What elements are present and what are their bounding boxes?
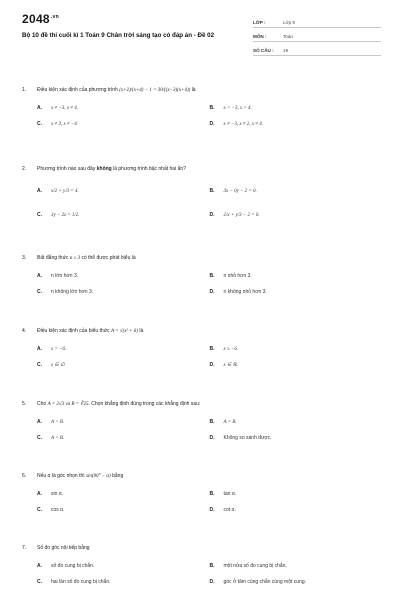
stem-text: Điều kiện xác định của biểu thức [37, 328, 110, 334]
option-letter: A. [37, 273, 42, 279]
question-number: 2. [22, 166, 27, 172]
option-text: 2/x + y/3 − 2 = 0. [223, 212, 260, 218]
option-d[interactable] [210, 289, 383, 295]
meta-table [253, 14, 381, 56]
question-number: 6. [22, 473, 27, 479]
option-text: Không so sánh được. [223, 435, 272, 441]
option-text: n nhỏ hơn 3. [223, 273, 252, 279]
option-letter: C. [37, 212, 42, 218]
option-text: góc ở tâm cùng chắn cùng một cung. [223, 579, 306, 585]
option-letter: D. [209, 121, 215, 127]
stem-text: Cho [37, 401, 47, 407]
option-d[interactable] [210, 212, 383, 218]
option-letter: C. [37, 435, 42, 441]
stem-text-end: là [191, 87, 196, 93]
option-c[interactable] [37, 435, 210, 441]
meta-key: SỐ CÂU : [253, 48, 274, 53]
meta-key: MÔN : [253, 34, 267, 39]
option-text: 3y − 2z = 1/2. [51, 212, 80, 218]
option-text: cos α. [51, 507, 65, 513]
stem-text: Bất đẳng thức [37, 255, 69, 261]
stem-text-end: là [139, 328, 144, 334]
options [37, 100, 382, 132]
option-letter: A. [37, 105, 42, 111]
option-letter: A. [37, 563, 42, 569]
option-c[interactable] [37, 579, 210, 585]
stem-formula: A = √(x² + 6) [110, 328, 138, 334]
option-letter: B. [209, 491, 215, 497]
stem-text-end: có thể được phát biểu là [81, 255, 136, 261]
option-letter: A. [37, 491, 42, 497]
option-text: x ∈ ℝ. [223, 363, 238, 368]
option-c[interactable] [37, 362, 210, 368]
stem-keyword: không [96, 166, 112, 172]
option-b[interactable] [210, 563, 383, 569]
option-b[interactable] [210, 419, 383, 425]
logo-text: 2048 [22, 12, 50, 26]
option-text: A > B. [51, 419, 65, 425]
option-a[interactable] [37, 188, 210, 194]
stem-text: Nếu α là góc nhọn thì [37, 473, 85, 479]
question-number: 3. [22, 255, 27, 261]
option-letter: C. [37, 507, 42, 513]
meta-key: LỚP : [253, 20, 266, 25]
stem-text-end: là phương trình bậc nhất hai ẩn? [113, 166, 186, 172]
option-text: A < B. [51, 435, 65, 441]
option-text: một nửa số đo cung bị chắn. [223, 563, 287, 569]
option-c[interactable] [37, 121, 210, 127]
option-text: n không lớn hơn 3. [51, 289, 94, 295]
option-a[interactable] [37, 273, 210, 279]
option-d[interactable] [210, 435, 383, 441]
options [37, 558, 382, 590]
option-text: hai lần số đo cung bị chắn. [51, 579, 111, 585]
option-text: n không nhỏ hơn 3. [223, 289, 267, 295]
option-letter: A. [37, 188, 42, 194]
options [37, 341, 382, 373]
question-number: 1. [22, 87, 27, 93]
option-a[interactable] [37, 491, 210, 497]
question-6 [22, 470, 382, 518]
option-d[interactable] [210, 579, 383, 585]
option-text: x/2 + y/3 = 4. [51, 188, 79, 194]
option-letter: B. [209, 419, 215, 425]
option-text: x ≠ 3, x ≠ −4. [51, 121, 79, 127]
option-b[interactable] [210, 105, 383, 111]
option-letter: A. [37, 419, 42, 425]
option-text: sin α. [51, 491, 64, 497]
question-2 [22, 163, 382, 227]
meta-value: 19 [283, 48, 289, 53]
logo-suffix: .vn [50, 14, 60, 20]
option-letter: C. [37, 362, 42, 368]
option-letter: C. [37, 579, 42, 585]
stem-text-end: bằng [112, 473, 124, 479]
meta-value: Toán [283, 34, 293, 39]
question-stem [22, 542, 382, 554]
option-text: x ≠ −3, x ≠ 2, x ≠ 4. [223, 121, 264, 127]
option-text: cot α. [223, 507, 236, 513]
question-number: 5. [22, 401, 27, 407]
option-letter: A. [37, 346, 42, 352]
option-a[interactable] [37, 346, 210, 352]
option-letter: D. [209, 362, 215, 368]
option-text: A = B. [223, 419, 237, 425]
question-stem [22, 398, 382, 410]
options [37, 179, 382, 227]
question-number: 7. [22, 545, 27, 551]
option-letter: B. [209, 273, 215, 279]
option-text: tan α. [223, 491, 237, 497]
option-c[interactable] [37, 289, 210, 295]
option-letter: B. [209, 105, 215, 111]
option-text: 3x − 0y − 2 = 0. [223, 188, 257, 194]
option-b[interactable] [210, 491, 383, 497]
option-letter: C. [37, 121, 42, 127]
option-d[interactable] [210, 507, 383, 513]
option-a[interactable] [37, 105, 210, 111]
question-5 [22, 398, 382, 446]
option-c[interactable] [37, 507, 210, 513]
stem-formula: A = 2√3 và B = ∛25 [47, 402, 89, 407]
option-letter: C. [37, 289, 42, 295]
meta-row-subject [253, 28, 381, 42]
stem-text: Phương trình nào sau đây [37, 166, 96, 172]
stem-text: Điều kiện xác định của phương trình [37, 87, 118, 93]
option-letter: D. [209, 579, 215, 585]
option-text: số đo cung bị chắn. [51, 563, 95, 569]
option-letter: B. [209, 563, 215, 569]
meta-value: Lớp 9 [283, 20, 295, 25]
stem-text-end: . Chọn khẳng định đúng trong các khẳng định sau: [88, 401, 201, 407]
option-text: x ≥ −6. [223, 346, 239, 352]
option-b[interactable] [210, 188, 383, 194]
question-7 [22, 542, 382, 590]
site-logo[interactable] [22, 12, 59, 26]
option-letter: D. [209, 212, 215, 218]
question-1 [22, 84, 382, 132]
document-title: Bộ 10 đề thi cuối kì 1 Toán 9 Chân trời sáng tạo có đáp án - Đề 02 [22, 32, 215, 39]
option-text: x ∈ ∅. [51, 363, 66, 368]
option-letter: D. [209, 507, 215, 513]
question-stem [22, 325, 382, 337]
stem-formula: sin(90° − α) [86, 473, 111, 479]
stem-formula: (x+2)/(x+4) − 1 = 30/((x−3)(x+4)) [119, 87, 191, 93]
option-letter: D. [209, 289, 215, 295]
stem-formula: n ≤ 3 [69, 255, 81, 261]
option-b[interactable] [210, 273, 383, 279]
option-d[interactable] [210, 121, 383, 127]
question-stem [22, 252, 382, 264]
option-letter: D. [209, 435, 215, 441]
options [37, 486, 382, 518]
option-b[interactable] [210, 346, 383, 352]
question-stem [22, 84, 382, 96]
option-letter: B. [209, 346, 215, 352]
question-3 [22, 252, 382, 300]
option-a[interactable] [37, 419, 210, 425]
option-text: x ≠ −3, x ≠ 4. [51, 105, 79, 111]
option-letter: B. [209, 188, 215, 194]
question-stem [22, 470, 382, 482]
question-4 [22, 325, 382, 373]
option-text: n lớn hơn 3. [51, 273, 79, 279]
options [37, 414, 382, 446]
options [37, 268, 382, 300]
option-c[interactable] [37, 212, 210, 218]
option-a[interactable] [37, 563, 210, 569]
stem-text: Số đo góc nội tiếp bằng [37, 545, 90, 551]
option-d[interactable] [210, 362, 383, 368]
question-stem [22, 163, 382, 175]
option-text: x < −3, x > 4. [223, 105, 252, 111]
question-number: 4. [22, 328, 27, 334]
meta-row-count [253, 42, 381, 56]
option-text: x > −6. [51, 346, 67, 352]
meta-row-class [253, 14, 381, 28]
